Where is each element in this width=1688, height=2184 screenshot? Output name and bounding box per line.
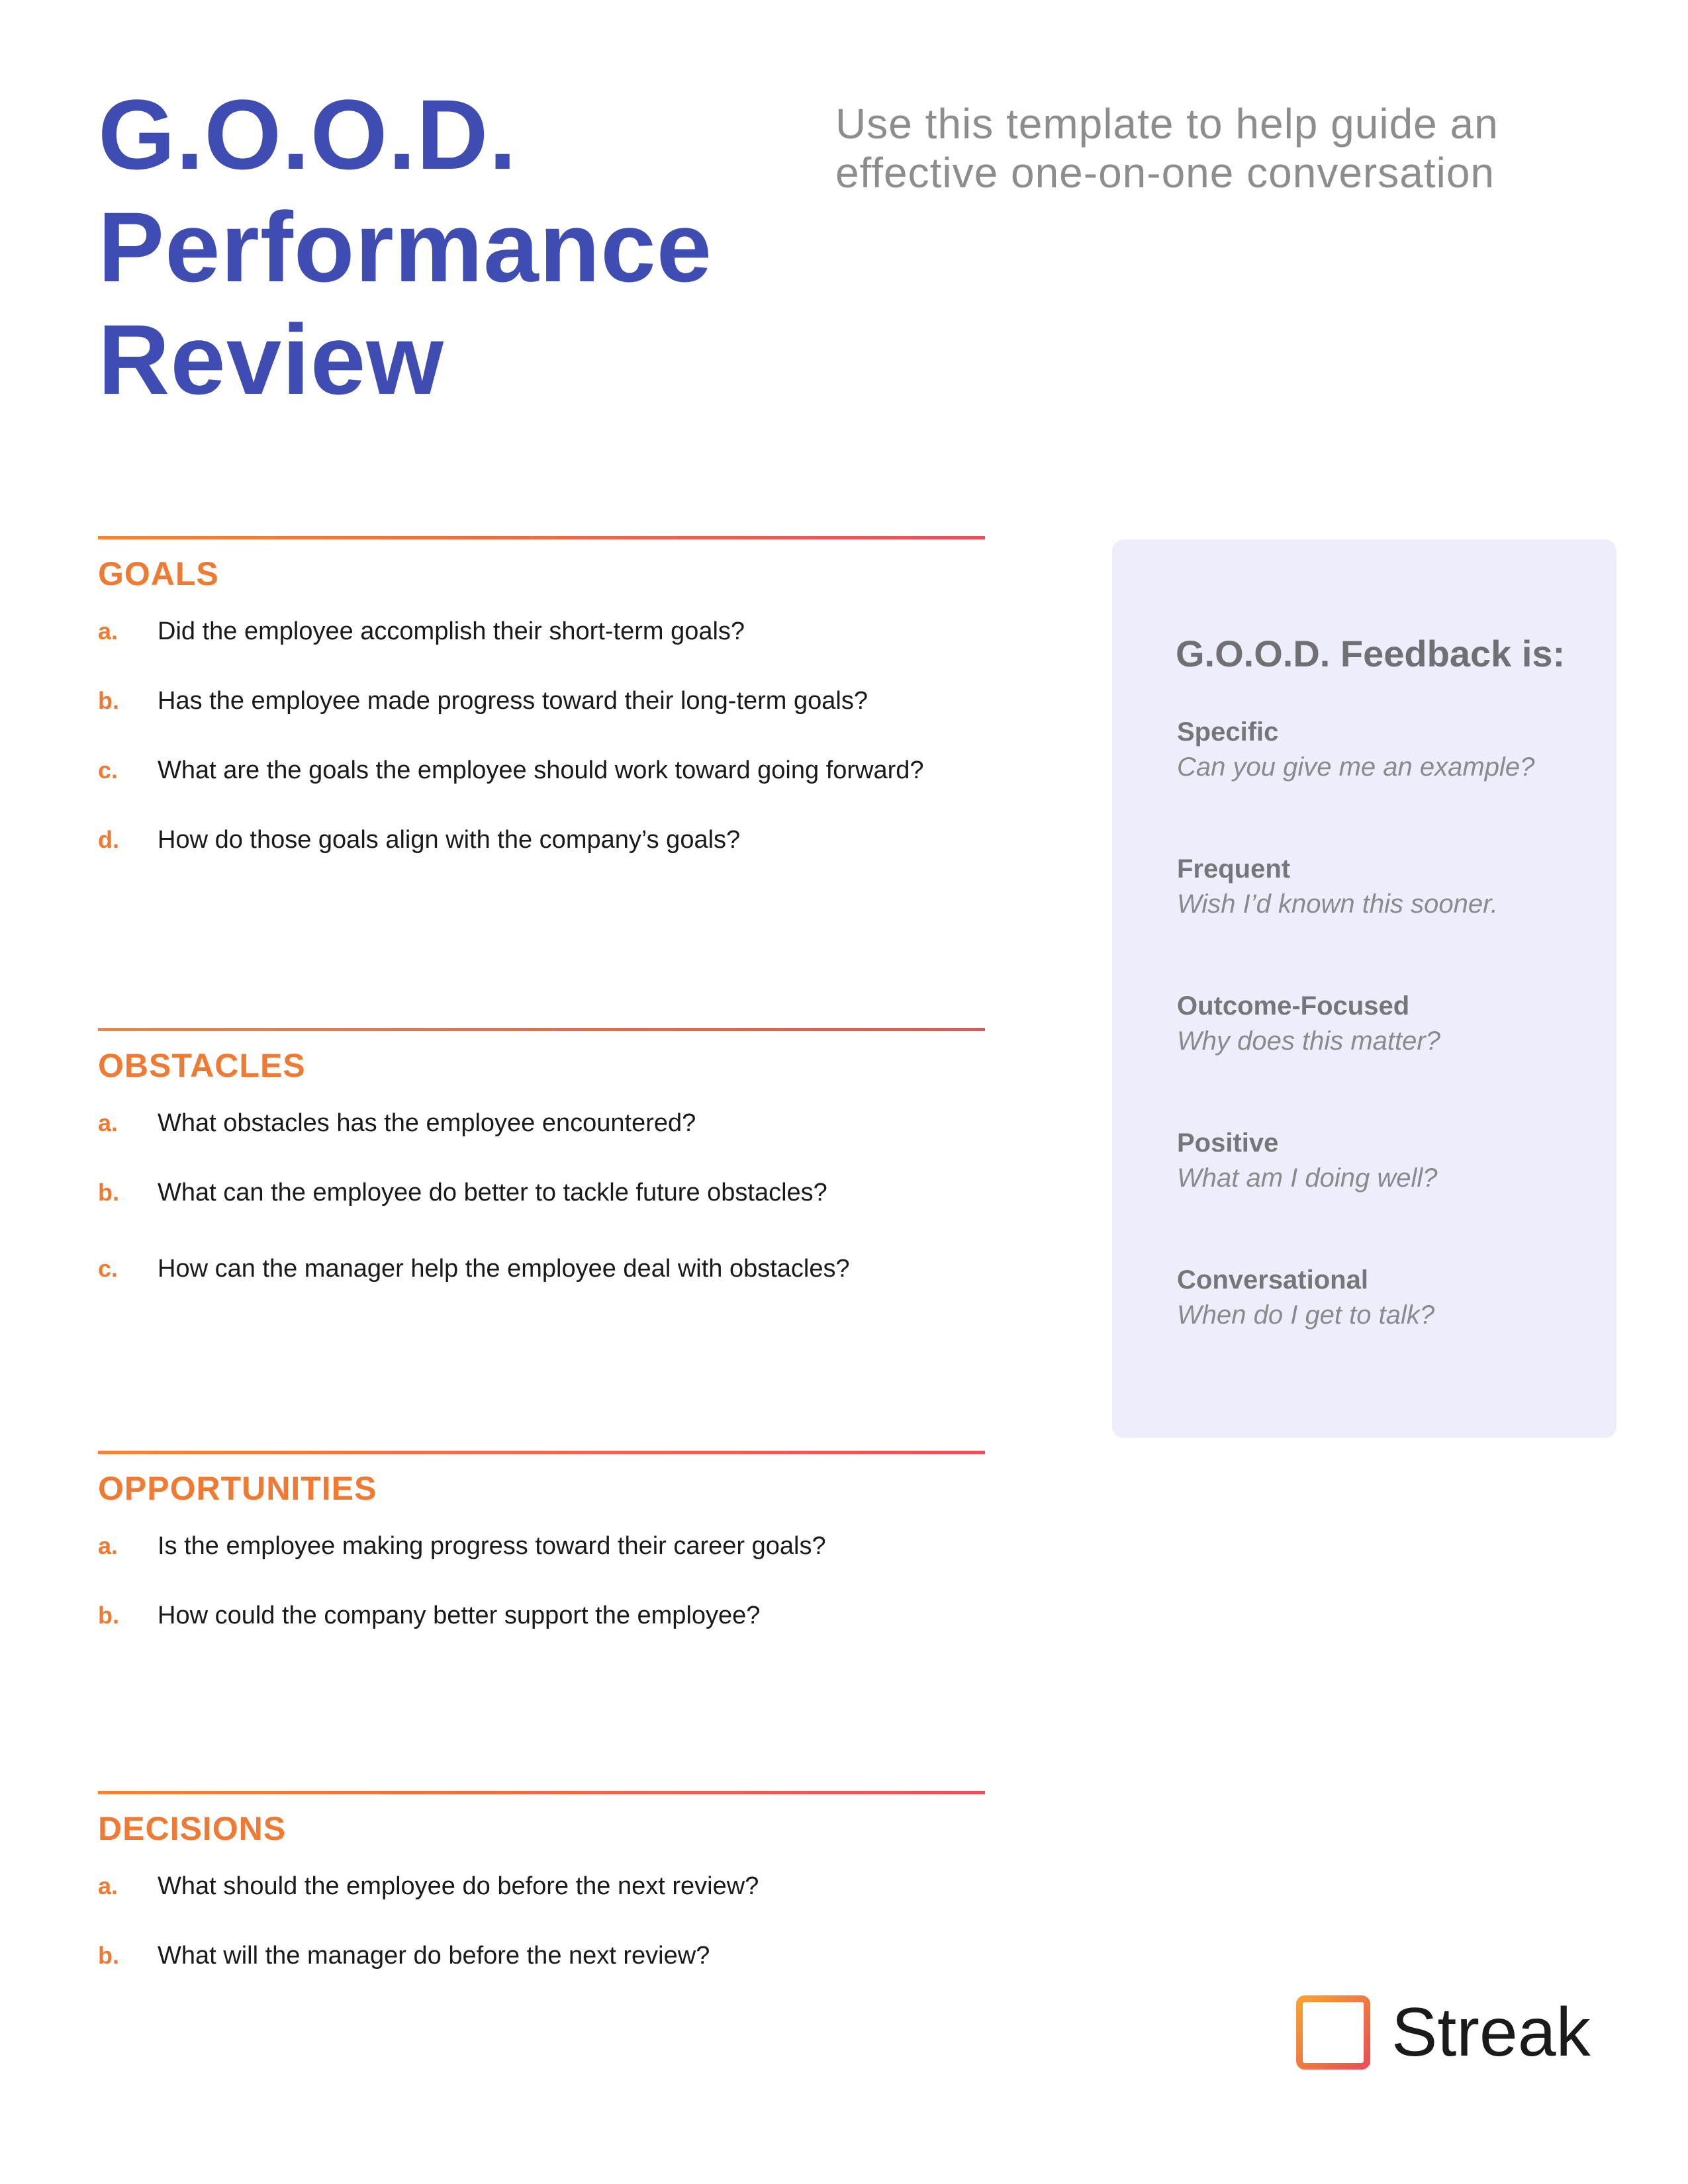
list-item	[98, 1602, 985, 1671]
section-divider	[98, 1028, 985, 1031]
feedback-item	[1177, 1263, 1534, 1400]
list-item	[98, 1179, 985, 1248]
list-item	[98, 756, 985, 826]
item-text: What will the manager do before the next review?	[158, 1942, 710, 1970]
item-letter: a.	[98, 1109, 118, 1136]
item-letter: a.	[98, 617, 118, 645]
title-line-3: Review	[98, 304, 444, 415]
item-text: Has the employee made progress toward their long-term goals?	[158, 687, 868, 715]
feedback-description: Wish I’d known this sooner.	[1177, 889, 1499, 919]
item-text: What should the employee do before the next review?	[158, 1872, 759, 1900]
section-heading: OPPORTUNITIES	[98, 1470, 377, 1507]
item-letter: b.	[98, 687, 119, 714]
section-divider	[98, 1451, 985, 1454]
page-subtitle	[835, 99, 1564, 197]
section-opportunities	[98, 1451, 985, 1671]
list-item	[98, 1248, 985, 1334]
section-decisions	[98, 1791, 985, 2011]
list-item	[98, 687, 985, 756]
feedback-label: Positive	[1177, 1128, 1279, 1158]
item-text: What obstacles has the employee encountered?	[158, 1109, 696, 1137]
list-item	[98, 1532, 985, 1602]
subtitle-line-1: Use this template to help guide an	[835, 100, 1499, 148]
section-heading: DECISIONS	[98, 1810, 287, 1847]
item-letter: a.	[98, 1532, 118, 1559]
section-goals	[98, 536, 985, 895]
item-text: How can the manager help the employee deal with obstacles?	[158, 1255, 850, 1283]
title-line-2: Performance	[98, 191, 713, 302]
list-item	[98, 1942, 985, 2011]
feedback-item	[1177, 715, 1534, 852]
list-item	[98, 1109, 985, 1179]
streak-logo-text: Streak	[1391, 1994, 1591, 2071]
item-letter: b.	[98, 1179, 119, 1206]
list-item	[98, 826, 985, 895]
streak-logo-icon	[1296, 1995, 1370, 2070]
feedback-description: What am I doing well?	[1177, 1163, 1438, 1193]
feedback-description: Can you give me an example?	[1177, 752, 1535, 782]
feedback-item	[1177, 989, 1534, 1126]
item-text: What can the employee do better to tackle future obstacles?	[158, 1179, 827, 1206]
item-text: How do those goals align with the company’s goals?	[158, 826, 741, 854]
item-text: How could the company better support the employee?	[158, 1602, 761, 1629]
feedback-item	[1177, 1126, 1534, 1263]
title-line-1: G.O.O.D.	[98, 79, 518, 190]
item-letter: a.	[98, 1872, 118, 1899]
feedback-item	[1177, 852, 1534, 989]
item-text: Did the employee accomplish their short-term goals?	[158, 617, 745, 645]
streak-logo	[1296, 1995, 1591, 2070]
item-text: What are the goals the employee should work toward going forward?	[158, 756, 924, 784]
item-letter: b.	[98, 1942, 119, 1969]
item-letter: d.	[98, 826, 119, 853]
section-heading: GOALS	[98, 555, 219, 592]
feedback-label: Outcome-Focused	[1177, 991, 1410, 1021]
section-divider	[98, 1791, 985, 1794]
feedback-panel	[1112, 539, 1617, 1438]
feedback-description: Why does this matter?	[1177, 1026, 1440, 1056]
feedback-panel-title: G.O.O.D. Feedback is:	[1176, 633, 1566, 674]
list-item	[98, 617, 985, 687]
feedback-label: Frequent	[1177, 854, 1291, 884]
item-letter: c.	[98, 756, 118, 784]
list-item	[98, 1872, 985, 1942]
feedback-description: When do I get to talk?	[1177, 1300, 1435, 1330]
feedback-label: Specific	[1177, 717, 1279, 747]
section-heading: OBSTACLES	[98, 1047, 306, 1084]
item-letter: b.	[98, 1602, 119, 1629]
item-text: Is the employee making progress toward their career goals?	[158, 1532, 826, 1560]
subtitle-line-2: effective one-on-one conversation	[835, 149, 1495, 197]
page-title	[98, 78, 712, 416]
item-letter: c.	[98, 1255, 118, 1282]
section-obstacles	[98, 1028, 985, 1334]
feedback-label: Conversational	[1177, 1265, 1368, 1295]
section-divider	[98, 536, 985, 539]
